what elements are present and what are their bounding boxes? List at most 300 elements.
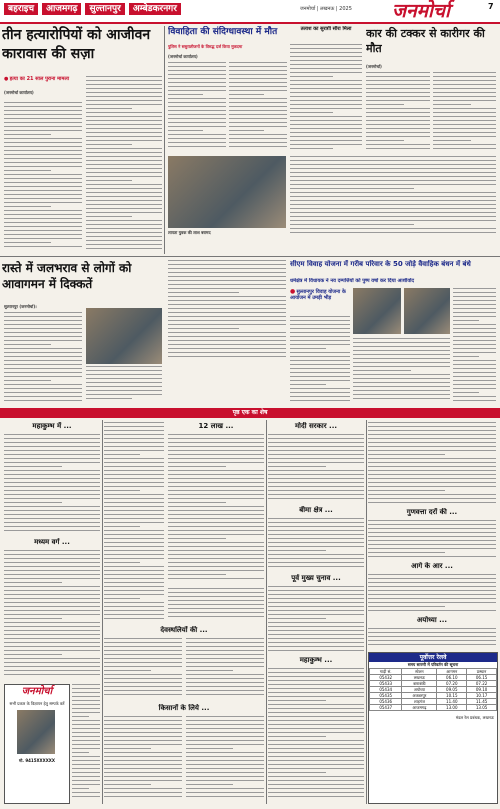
text-line [104,494,164,495]
text-line [366,144,430,145]
text-line [86,176,162,177]
text-line [4,530,100,531]
text-line [104,590,164,591]
text-line [168,554,264,555]
text-line [4,470,100,471]
text-line [268,736,326,737]
text-line [353,390,450,391]
text-line [290,100,362,101]
lead-byline [4,90,82,102]
text-line [168,102,226,103]
text-line [104,554,164,555]
text-line [86,84,162,85]
purv-body [268,586,364,654]
text-line [268,748,364,749]
text-line [168,118,226,119]
text-line [4,372,82,373]
text-line [104,462,164,463]
text-line [4,218,82,219]
text-line [104,646,182,647]
text-line [268,756,364,757]
text-line [290,160,496,161]
text-line [86,180,132,181]
text-line [453,364,496,365]
text-line [353,386,450,387]
text-line [366,88,430,89]
text-line [366,148,430,149]
text-line [104,426,164,427]
text-line [268,446,364,447]
text-line [268,760,364,761]
text-line [168,90,226,91]
text-line [453,368,496,369]
table-cell: बाराबंकी [402,681,437,687]
text-line [4,610,100,611]
text-line [4,150,82,151]
text-line [4,670,100,671]
text-line [268,630,364,631]
text-line [453,296,496,297]
text-line [229,134,287,135]
text-line [290,360,350,361]
text-line [290,52,362,53]
lakh-head: 12 लाख ... [198,422,234,430]
text-line [290,196,496,197]
text-line [104,720,182,721]
text-line [4,194,82,195]
text-line [4,514,100,515]
ad-title: जनमोर्चा [21,686,53,697]
text-line [86,76,162,77]
text-line [268,550,326,551]
purv-head: पूर्व मुख्य चुनाव ... [291,574,341,582]
text-line [168,558,264,559]
text-line [168,78,226,79]
text-line [290,168,496,169]
text-line [186,686,264,687]
text-line [368,482,496,483]
text-line [268,478,364,479]
mid-news-photo [168,156,286,228]
vivah-headline: सीएम विवाह योजना में गरीब परिवार के 50 जोड़े वैवाहिक बंधन में बंधे [290,260,471,268]
text-line [168,320,286,321]
text-line [453,360,496,361]
jalbharav-photo [86,308,162,364]
text-line [104,776,182,777]
text-line [353,370,411,371]
text-line [268,466,326,467]
text-line [168,146,226,147]
text-line [168,570,264,571]
text-line [353,358,450,359]
text-line [290,208,496,209]
ayodhya-head: अयोध्या ... [416,616,448,624]
text-line [168,596,264,597]
text-line [268,526,364,527]
text-line [268,594,364,595]
text-line [4,178,82,179]
text-line [86,244,162,245]
text-line [290,348,326,349]
text-line [186,720,264,721]
text-line [4,118,82,119]
text-line [290,140,362,141]
text-line [86,96,162,97]
text-line [168,562,264,563]
text-line [104,542,164,543]
text-line [268,716,364,717]
text-line [290,188,414,189]
text-line [4,364,82,365]
text-line [268,700,326,701]
text-line [4,634,100,635]
text-line [104,562,140,563]
text-line [453,372,496,373]
text-line [86,378,162,379]
text-line [268,438,364,439]
text-line [186,666,264,667]
mahakumbh-2-body [268,668,364,802]
text-line [104,614,164,615]
text-line [186,748,233,749]
text-line [268,470,364,471]
text-line [268,450,364,451]
right-body-col-2 [433,72,496,154]
mahakumbh-1-head-block [4,422,100,432]
text-line [168,546,264,547]
text-line [4,332,82,333]
text-line [104,550,164,551]
text-line [453,384,496,385]
text-line [104,796,182,797]
text-line [86,196,162,197]
text-line [268,602,364,603]
table-cell: 05435 [370,693,402,699]
text-line [268,618,326,619]
text-line [290,88,362,89]
text-line [268,474,364,475]
text-line [104,666,182,667]
text-line [104,586,164,587]
text-line [353,362,450,363]
table-cell: 05436 [370,699,402,705]
text-line [268,610,364,611]
text-line [268,498,364,499]
text-line [4,442,100,443]
text-line [186,642,264,643]
text-line [186,752,264,753]
text-line [4,454,100,455]
text-line [104,740,182,741]
mid-photo-caption-block [168,230,286,238]
text-line [4,478,100,479]
jalbharav-headline-block [2,260,162,306]
text-line [86,140,162,141]
text-line [168,138,226,139]
text-line [168,574,226,575]
text-line [353,366,450,367]
text-line [72,704,100,705]
text-line [268,606,364,607]
text-line [168,134,226,135]
gunganj-head-block [368,508,496,518]
text-line [368,610,496,611]
text-line [168,518,264,519]
text-line [353,346,450,347]
text-line [186,772,264,773]
text-line [4,360,82,361]
text-line [453,320,479,321]
text-line [453,288,496,289]
text-line [104,610,164,611]
text-line [4,110,82,111]
text-line [290,104,362,105]
text-line [168,462,264,463]
text-line [268,614,364,615]
text-line [104,642,182,643]
text-line [368,644,496,645]
text-line [4,106,82,107]
text-line [4,206,51,207]
text-line [86,366,162,367]
mid-right-body [290,156,496,238]
text-line [290,176,496,177]
text-line [290,380,350,381]
text-line [104,482,164,483]
text-line [168,304,286,305]
text-line [453,388,496,389]
text-line [290,132,362,133]
text-line [4,590,100,591]
text-line [290,328,350,329]
text-line [453,324,496,325]
small-story-body [290,44,362,152]
lead-headline: तीन हत्यारोपियों को आजीवन कारावास की सज़ा [2,27,151,62]
text-line [72,724,100,725]
text-line [4,340,82,341]
text-line [86,128,162,129]
ad-contact: मो. 9415XXXXXX [19,758,55,763]
text-line [268,688,364,689]
text-line [168,296,286,297]
text-line [290,320,350,321]
text-line [86,124,162,125]
text-line [268,494,364,495]
text-line [86,168,162,169]
text-line [268,642,364,643]
text-line [433,128,496,129]
aaye-body [368,574,496,614]
text-line [433,136,496,137]
text-line [368,594,496,595]
text-line [168,454,264,455]
text-line [104,752,182,753]
text-line [290,356,350,357]
beema-body [268,518,364,572]
text-line [368,498,496,499]
text-line [268,638,364,639]
text-line [104,686,182,687]
text-line [4,320,82,321]
text-line [104,724,182,725]
text-line [104,538,164,539]
text-line [290,80,362,81]
text-line [4,582,62,583]
text-line [186,694,264,695]
text-line [72,788,89,789]
table-cell: 06.15 [467,675,497,681]
lakh-body-cont [168,588,264,622]
text-line [268,486,364,487]
text-line [4,438,100,439]
text-line [229,102,287,103]
text-line [186,736,264,737]
text-line [268,772,326,773]
text-line [104,772,182,773]
text-line [268,724,364,725]
text-line [4,502,62,503]
text-line [72,732,100,733]
text-line [366,124,430,125]
text-line [290,352,350,353]
text-line [4,614,100,615]
text-line [268,530,364,531]
text-line [4,658,100,659]
railway-footer: मंडल रेल प्रबंधक, लखनऊ [455,715,494,720]
text-line [268,538,364,539]
table-cell: 13.00 [437,705,467,711]
text-line [186,756,264,757]
table-cell: आजमगढ़ [402,705,437,711]
column-rule [164,26,165,254]
text-line [4,210,82,211]
text-line [86,208,162,209]
text-line [453,340,496,341]
text-line [290,396,350,397]
text-line [368,486,496,487]
text-line [168,592,264,593]
text-line [104,780,182,781]
text-line [368,582,496,583]
text-line [290,204,496,205]
text-line [453,332,496,333]
text-line [268,546,364,547]
text-line [229,66,287,67]
text-line [86,120,162,121]
train-table [369,668,497,711]
text-line [104,598,140,599]
text-line [353,378,450,379]
text-line [290,144,362,145]
text-line [4,114,82,115]
text-line [453,300,496,301]
devasthali-head: देवस्थलियों की ... [160,626,208,634]
text-line [104,764,182,765]
ad-subtitle: सभी प्रकार के विज्ञापन हेतु सम्पर्क करें [9,701,65,706]
text-line [4,328,82,329]
text-line [268,784,364,785]
text-line [72,752,89,753]
text-line [368,552,445,553]
text-line [368,524,496,525]
paper-logo: जनमोर्चा [392,0,450,22]
devasthali-head-block [104,626,264,636]
text-line [229,126,287,127]
bullet-icon: ● [290,288,296,295]
text-line [168,348,286,349]
text-line [4,122,82,123]
text-line [268,646,364,647]
text-line [4,246,82,247]
text-line [4,344,51,345]
text-line [104,422,164,423]
text-line [268,752,364,753]
text-line [186,740,264,741]
text-line [353,394,450,395]
continuation-label: पृष्ठ एक का शेष [232,409,268,416]
text-line [104,506,164,507]
text-line [4,356,82,357]
text-line [353,398,450,399]
text-line [86,220,162,221]
text-line [72,744,100,745]
column-rule [102,420,103,804]
text-line [290,128,362,129]
text-line [168,272,286,273]
text-line [453,348,496,349]
text-line [4,558,100,559]
text-line [4,352,82,353]
text-line [4,490,100,491]
text-line [268,672,364,673]
text-line [453,380,496,381]
mid-subhead-block [168,44,286,53]
text-line [4,400,82,401]
text-line [366,80,430,81]
text-line [4,606,100,607]
table-cell: 09.05 [437,687,467,693]
text-line [229,114,287,115]
text-line [104,784,151,785]
text-line [290,76,333,77]
text-line [168,288,286,289]
vivah-body-col-3 [453,288,496,404]
text-line [168,438,264,439]
text-line [4,388,82,389]
text-line [168,612,264,613]
text-line [168,450,264,451]
ayodhya-head-block [368,616,496,626]
text-line [4,202,82,203]
modi-head-block [268,422,364,432]
text-line [353,354,450,355]
text-line [168,300,286,301]
text-line [4,198,82,199]
text-line [186,674,264,675]
text-line [290,120,362,121]
text-line [168,604,264,605]
text-line [104,606,164,607]
text-line [104,748,151,749]
lead-byline-text: (जनमोर्चा कार्यालय) [4,90,34,95]
table-cell: 11.45 [467,699,497,705]
text-line [433,92,496,93]
text-line [290,112,333,113]
text-line [268,720,364,721]
text-line [168,70,226,71]
text-line [104,486,164,487]
text-line [4,642,100,643]
